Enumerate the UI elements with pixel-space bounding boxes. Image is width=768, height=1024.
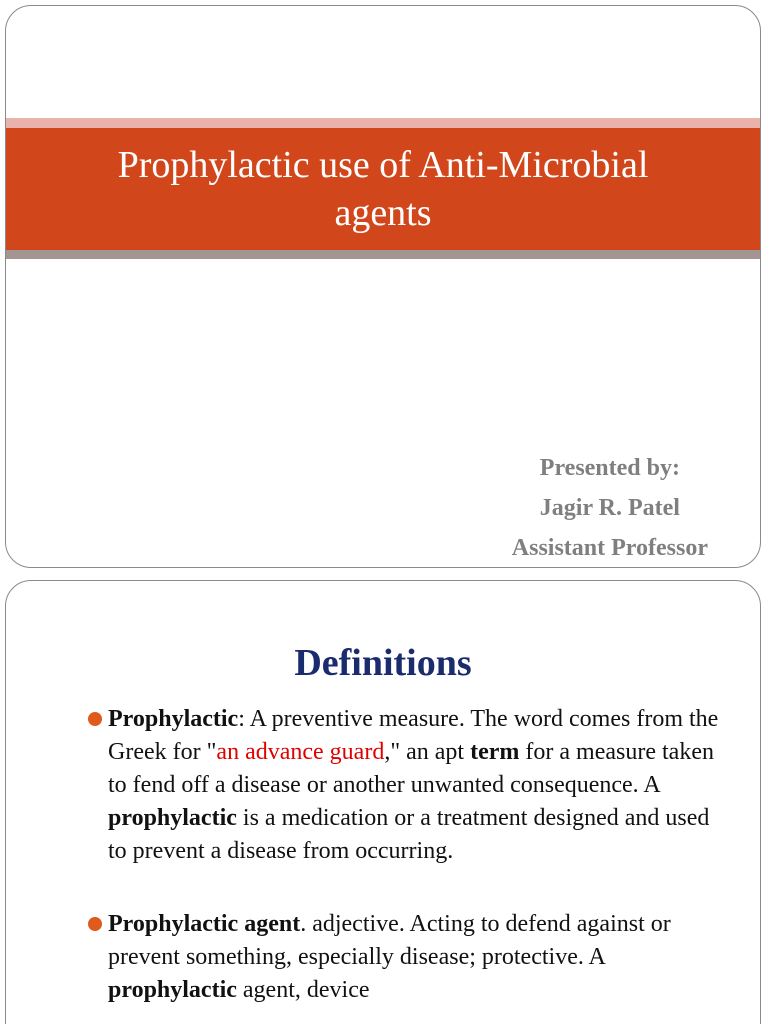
title-slide bbox=[5, 5, 761, 568]
bullet-dot-icon bbox=[88, 917, 102, 931]
definition-text: : A preventive measure. The word comes from the Greek for " bbox=[108, 706, 719, 765]
bullet-dot-icon bbox=[88, 712, 102, 726]
definition-text: protective. A bbox=[481, 944, 605, 970]
definition-text: for a measure taken to fend off a disease or another unwanted consequence. A bbox=[108, 739, 714, 798]
bold-term: term bbox=[470, 739, 520, 765]
title-band bbox=[6, 128, 760, 250]
definitions-slide bbox=[5, 580, 761, 1024]
slide-heading: Definitions bbox=[294, 642, 472, 684]
definition-term: Prophylactic agent bbox=[108, 911, 301, 937]
presenter-role: Assistant Professor bbox=[511, 535, 708, 561]
quoted-meaning: an advance guard bbox=[216, 739, 385, 765]
presenter-name: Jagir R. Patel bbox=[539, 495, 680, 521]
title-band-top-stripe bbox=[6, 118, 760, 128]
title-line-2: agents bbox=[334, 192, 432, 234]
presentation-title bbox=[63, 141, 703, 237]
bold-term: prophylactic bbox=[108, 805, 237, 831]
definition-list bbox=[6, 703, 760, 1024]
title-line-1: Prophylactic use of Anti-Microbial bbox=[117, 144, 649, 186]
definition-item-prophylactic bbox=[6, 703, 760, 868]
definition-text: agent, device bbox=[236, 977, 370, 1003]
bold-term: prophylactic bbox=[108, 977, 237, 1003]
definition-text: ," an apt bbox=[384, 739, 471, 765]
definition-text: is a medication or a treatment designed and used to prevent a disease from occurring. bbox=[108, 805, 710, 864]
presenter-block bbox=[512, 448, 708, 568]
definition-term: Prophylactic bbox=[108, 706, 239, 732]
title-band-bottom-stripe bbox=[6, 250, 760, 259]
presented-by-label: Presented by: bbox=[539, 455, 680, 481]
definition-text: . adjective. Acting to defend against or prevent something, especially disease; bbox=[108, 911, 671, 970]
definition-item-prophylactic-agent bbox=[6, 908, 760, 1007]
